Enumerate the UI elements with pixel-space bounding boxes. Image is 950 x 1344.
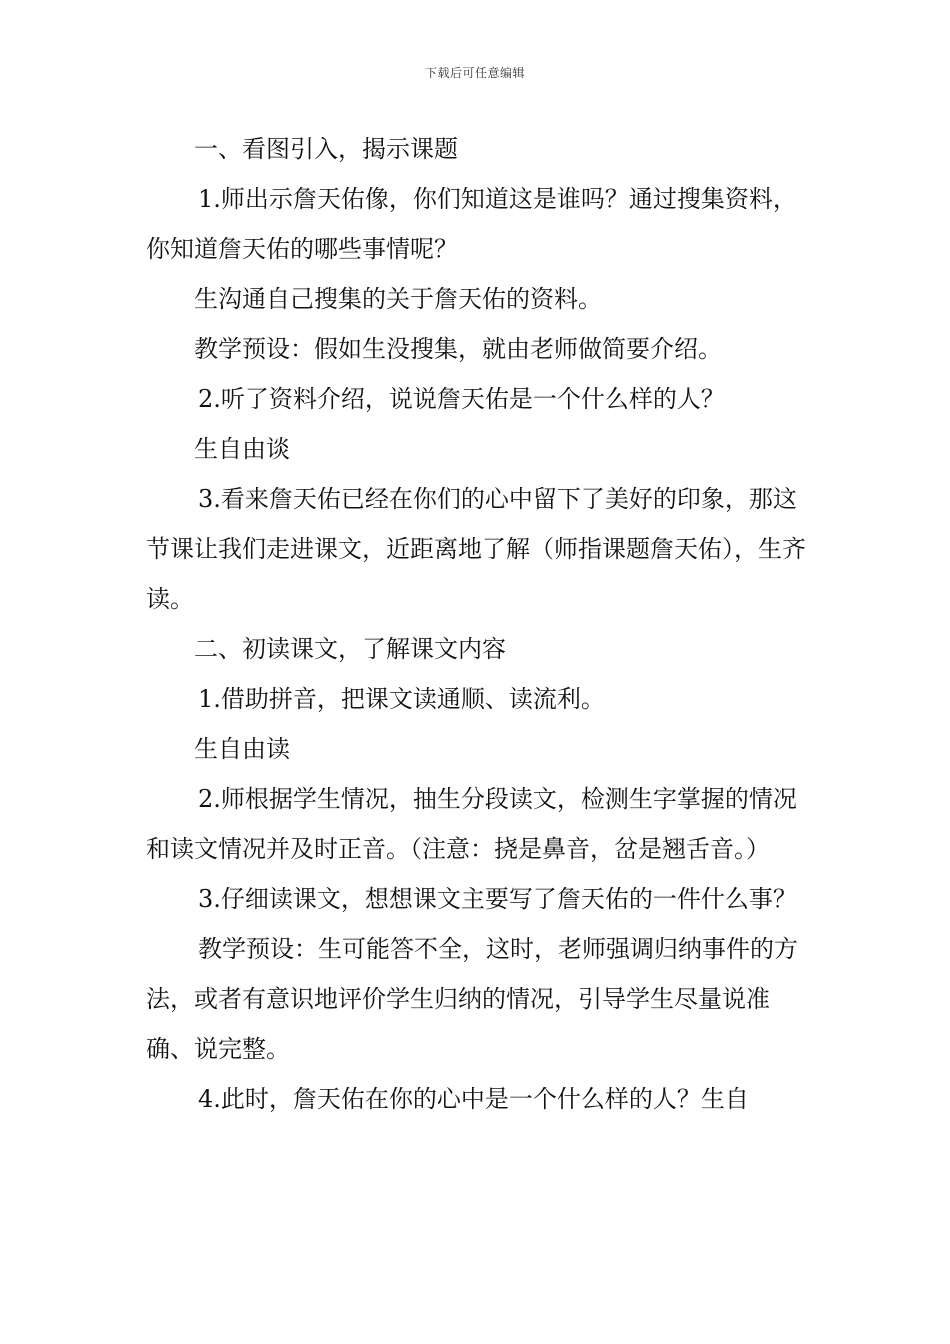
- page-header-note: 下载后可任意编辑: [424, 66, 525, 80]
- document-body: [146, 124, 806, 1124]
- paragraph-6: 3.看来詹天佑已经在你们的心中留下了美好的印象，那这节课让我们走进课文，近距离地了解（师指课题詹天佑），生齐读。: [146, 485, 806, 613]
- paragraph-7: 1.借助拼音，把课文读通顺、读流利。: [198, 685, 605, 713]
- paragraph-3: 教学预设：假如生没搜集，就由老师做简要介绍。: [194, 335, 722, 363]
- paragraph-11: 教学预设：生可能答不全，这时，老师强调归纳事件的方法，或者有意识地评价学生归纳的情况，引导学生尽量说准确、说完整。: [146, 935, 798, 1063]
- paragraph-4: 2.听了资料介绍，说说詹天佑是一个什么样的人？: [198, 385, 725, 413]
- paragraph-12: 4.此时，詹天佑在你的心中是一个什么样的人？生自: [198, 1085, 749, 1113]
- paragraph-8: 生自由读: [194, 735, 290, 763]
- section-heading-2: 二、初读课文，了解课文内容: [194, 635, 506, 663]
- section-heading-1: 一、看图引入，揭示课题: [194, 135, 458, 163]
- paragraph-1: 1.师出示詹天佑像，你们知道这是谁吗？通过搜集资料，你知道詹天佑的哪些事情呢？: [146, 185, 797, 263]
- paragraph-5: 生自由谈: [194, 435, 290, 463]
- paragraph-10: 3.仔细读课文，想想课文主要写了詹天佑的一件什么事？: [198, 885, 797, 913]
- paragraph-9: 2.师根据学生情况，抽生分段读文，检测生字掌握的情况和读文情况并及时正音。（注意：挠是鼻音，岔是翘舌音。）: [146, 785, 797, 863]
- paragraph-2: 生沟通自己搜集的关于詹天佑的资料。: [194, 285, 602, 313]
